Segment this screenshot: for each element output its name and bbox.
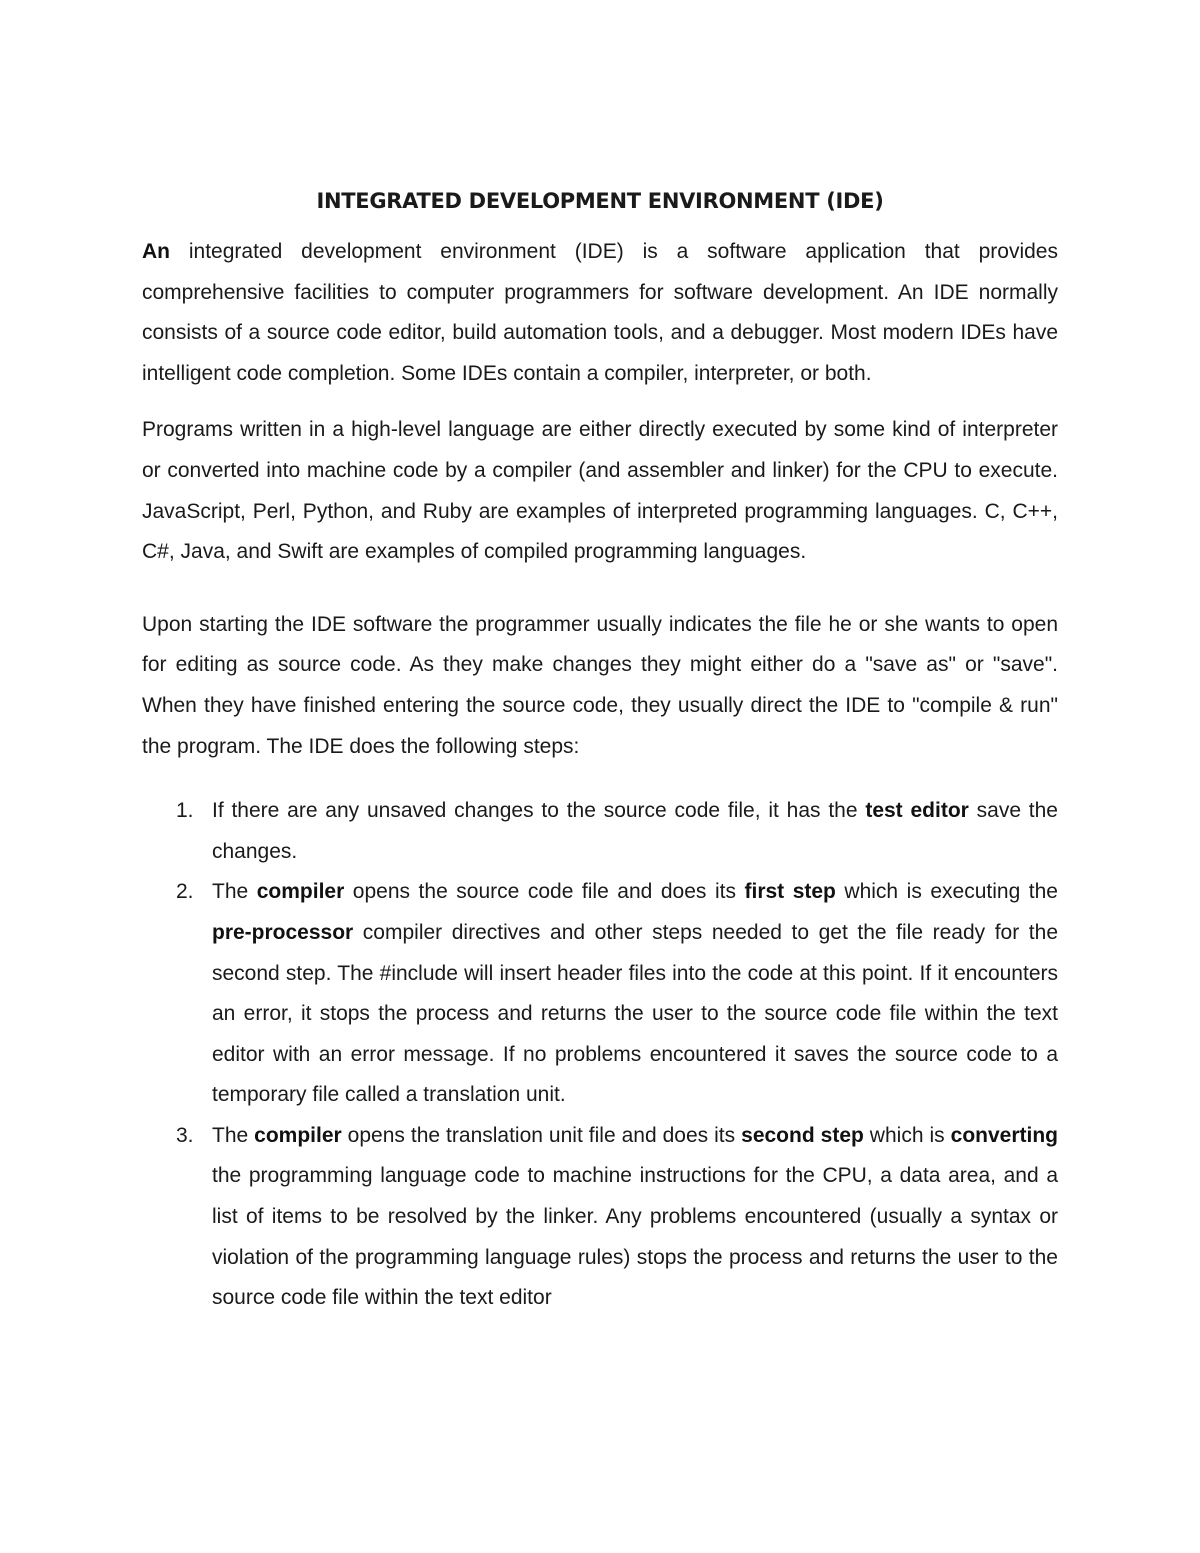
- paragraph-text: integrated development environment (IDE) is a software application that provides comprehensive facilities to computer programmers for software development. An IDE normally consists of a source code editor, build automation tools, and a debugger. Most modern IDEs have intelligent code completion. Some IDEs contain a compiler, interpreter, or both.: [142, 240, 1058, 385]
- step-bold-term: second step: [741, 1123, 864, 1147]
- step-bold-term: test editor: [865, 799, 969, 823]
- steps-list: [142, 791, 1058, 1319]
- list-item: [142, 791, 1058, 872]
- document-page: [142, 186, 1058, 1319]
- step-bold-term: compiler: [256, 880, 345, 904]
- step-text: opens the translation unit file and does its: [341, 1123, 742, 1147]
- list-item: [142, 1116, 1058, 1319]
- step-text: If there are any unsaved changes to the source code file, it has the: [212, 799, 866, 823]
- list-item: [142, 872, 1058, 1116]
- step-bold-term: converting: [950, 1123, 1058, 1147]
- step-text: which is: [863, 1123, 951, 1147]
- step-text: which is executing the: [835, 880, 1058, 904]
- paragraph-ide-definition: [142, 232, 1058, 394]
- step-text: the programming language code to machine instructions for the CPU, a data area, and a list of items to be resolved by the linker. Any problems encountered (usually a syntax or violation of the programming language rules) stops the process and returns the user to the source code file within the text editor: [212, 1164, 1058, 1310]
- list-number: 1.: [176, 799, 194, 823]
- list-number: 3.: [176, 1123, 194, 1147]
- paragraph-ide-usage: Upon starting the IDE software the programmer usually indicates the file he or she wants to open for editing as source code. As they make changes they might either do a "save as" or "save". When they have finished entering the source code, they usually direct the IDE to "compile & run" the program. The IDE does the following steps:: [142, 612, 1058, 758]
- step-text: save the changes.: [212, 799, 1058, 863]
- step-bold-term: pre-processor: [212, 920, 354, 944]
- paragraph-languages: Programs written in a high-level language are either directly executed by some kind of interpreter or converted into machine code by a compiler (and assembler and linker) for the CPU to execute. JavaScript, Perl, Python, and Ruby are examples of interpreted programming languages. C, C++, C#, Java, and Swift are examples of compiled programming languages.: [142, 418, 1058, 564]
- step-bold-term: first step: [744, 880, 836, 904]
- step-bold-term: compiler: [254, 1123, 342, 1147]
- list-number: 2.: [176, 880, 194, 904]
- bold-lead-word: An: [142, 240, 170, 263]
- step-text: The: [212, 880, 257, 904]
- step-text: opens the source code file and does its: [344, 880, 745, 904]
- step-text: compiler directives and other steps needed to get the file ready for the second step. The #include will insert header files into the code at this point. If it encounters an error, it stops the process and returns the user to the source code file within the text editor with an error message. If no problems encountered it saves the source code to a temporary file called a translation unit.: [212, 920, 1058, 1107]
- document-title: INTEGRATED DEVELOPMENT ENVIRONMENT (IDE): [316, 189, 884, 213]
- step-text: The: [212, 1123, 255, 1147]
